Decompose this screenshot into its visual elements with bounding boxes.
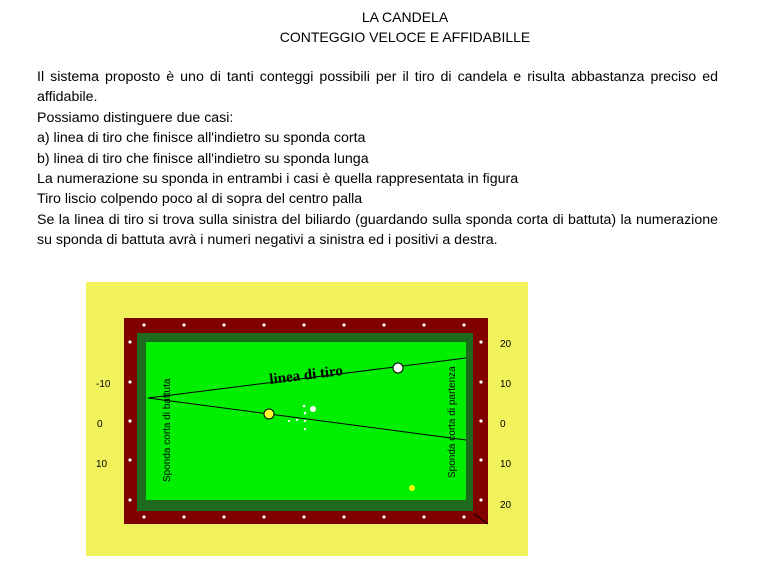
yellow-ball — [264, 409, 274, 419]
white-dot — [310, 406, 316, 412]
diamond-marker — [182, 515, 185, 518]
text-line: Possiamo distinguere due casi: — [37, 109, 234, 126]
diamond-marker — [128, 340, 131, 343]
document-title: LA CANDELA — [361, 9, 449, 25]
diamond-marker — [222, 515, 225, 518]
text-line: Tiro liscio colpendo poco al di sopra del centro palla — [37, 191, 363, 208]
diamond-marker — [422, 515, 425, 518]
diamond-marker — [479, 419, 482, 422]
white-dot — [296, 419, 298, 421]
diamond-marker — [128, 458, 131, 461]
linea-di-tiro-label: linea di tiro — [268, 363, 344, 388]
diamond-marker — [262, 323, 265, 326]
left-number: -10 — [96, 379, 111, 390]
diamond-marker — [382, 515, 385, 518]
diamond-marker — [382, 323, 385, 326]
diamond-marker — [302, 515, 305, 518]
diamond-marker — [342, 515, 345, 518]
left-number: 0 — [97, 419, 103, 430]
diamond-marker — [142, 515, 145, 518]
left-cushion-label: Sponda corta di battuta — [162, 378, 173, 482]
white-dot — [304, 428, 306, 430]
diamond-marker — [262, 515, 265, 518]
white-dot — [288, 420, 290, 422]
right-number: 10 — [500, 379, 512, 390]
text-line: La numerazione su sponda in entrambi i casi è quella rappresentata in figura — [37, 171, 519, 188]
diamond-marker — [128, 498, 131, 501]
white-ball — [393, 363, 403, 373]
right-number: 20 — [500, 500, 512, 511]
diamond-marker — [479, 380, 482, 383]
intro-paragraph: Il sistema proposto è uno di tanti conteggi possibili per il tiro di candela e risulta abbastanza preciso ed affidabile. — [37, 69, 718, 106]
left-number: 10 — [96, 459, 108, 470]
diamond-marker — [479, 340, 482, 343]
right-number: 10 — [500, 459, 512, 470]
diamond-marker — [342, 323, 345, 326]
diamond-marker — [128, 380, 131, 383]
closing-paragraph: Se la linea di tiro si trova sulla sinistra del biliardo (guardando sulla sponda corta di battuta) la numerazione su sponda di battuta avrà i numeri negativi a sinistra ed i positivi a destra. — [37, 211, 718, 249]
diamond-marker — [142, 323, 145, 326]
right-number: 0 — [500, 419, 506, 430]
diamond-marker — [479, 498, 482, 501]
diamond-marker — [128, 419, 131, 422]
diamond-marker — [222, 323, 225, 326]
text-line: b) linea di tiro che finisce all'indietro su sponda lunga — [37, 150, 369, 167]
text-line: a) linea di tiro che finisce all'indietro su sponda corta — [37, 130, 366, 147]
right-cushion-label: Sponda corta di partenza — [447, 366, 458, 478]
diamond-marker — [302, 323, 305, 326]
white-dot — [304, 412, 307, 415]
yellow-spot — [409, 485, 415, 491]
document-subtitle: CONTEGGIO VELOCE E AFFIDABILLE — [279, 29, 531, 45]
diamond-marker — [182, 323, 185, 326]
white-dot — [303, 405, 306, 408]
right-number: 20 — [500, 339, 512, 350]
diamond-marker — [422, 323, 425, 326]
diamond-marker — [462, 515, 465, 518]
diamond-marker — [462, 323, 465, 326]
diamond-marker — [479, 458, 482, 461]
white-dot — [304, 420, 306, 422]
